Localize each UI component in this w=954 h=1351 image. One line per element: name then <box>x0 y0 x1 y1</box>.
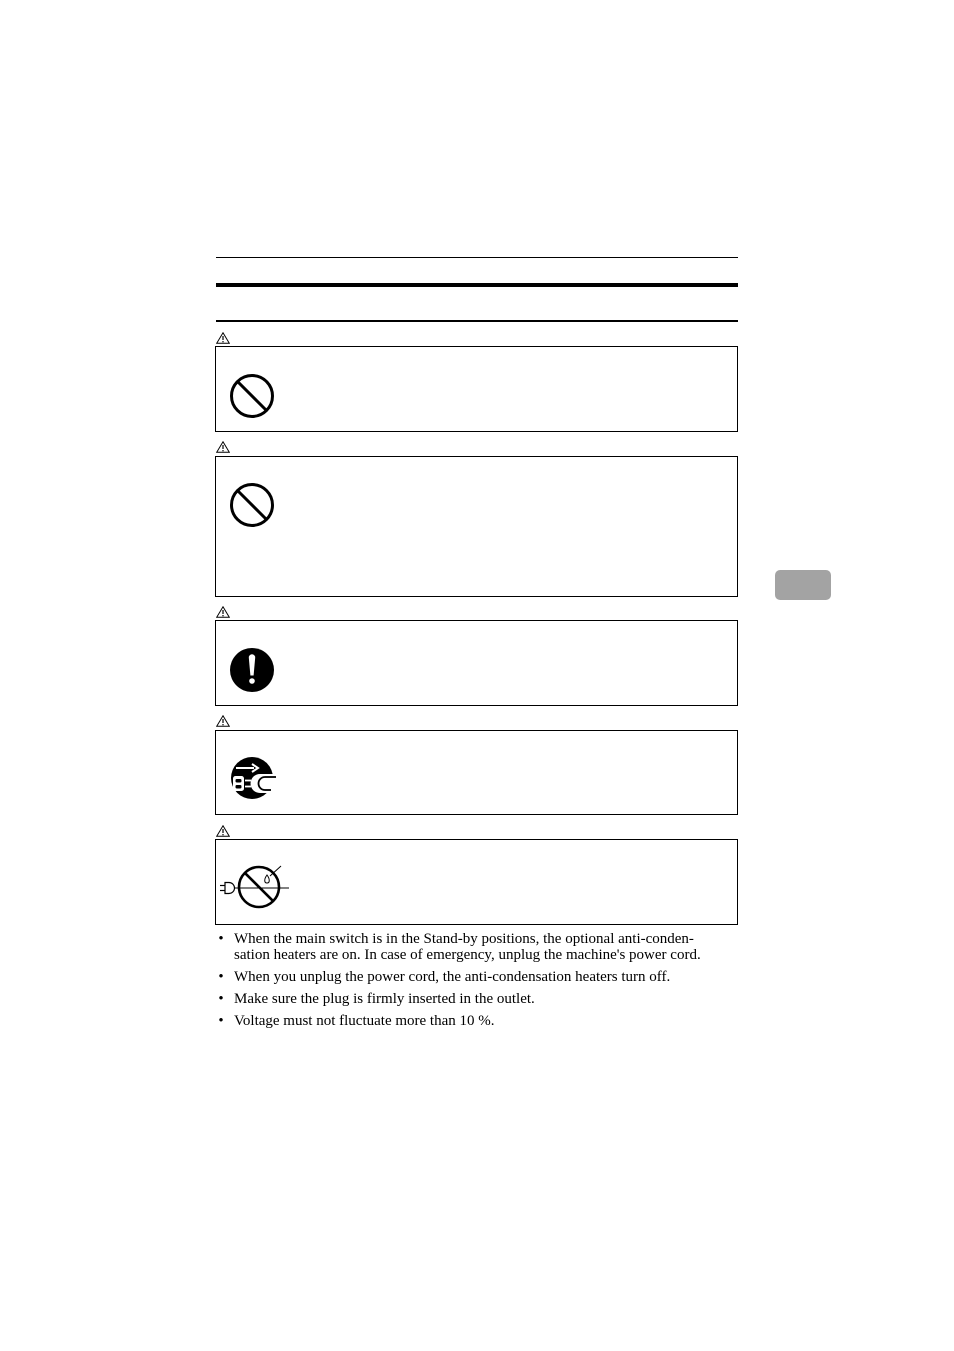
mandatory-action-icon <box>229 647 275 693</box>
note-bullet: • <box>218 931 224 947</box>
warning-box-3 <box>215 620 738 706</box>
unplug-icon <box>230 755 278 801</box>
note-line: Make sure the plug is firmly inserted in the outlet. <box>234 991 535 1007</box>
prohibited-icon <box>229 373 275 419</box>
note-bullet: • <box>218 991 224 1007</box>
no-wet-hands-plug-icon <box>219 863 291 911</box>
note-line: sation heaters are on. In case of emergency, unplug the machine's power cord. <box>234 947 701 963</box>
warning-box-4 <box>215 730 738 815</box>
header-rule-thin <box>216 257 738 258</box>
warning-box-1 <box>215 346 738 432</box>
warning-triangle-icon <box>216 332 230 344</box>
prohibited-icon <box>229 482 275 528</box>
warning-triangle-icon <box>216 715 230 727</box>
note-item <box>216 969 776 985</box>
header-rule-bottom <box>216 320 738 322</box>
warning-triangle-icon <box>216 606 230 618</box>
note-line: When the main switch is in the Stand-by positions, the optional anti-conden- <box>234 931 694 947</box>
note-bullet: • <box>218 1013 224 1029</box>
note-item <box>216 931 776 963</box>
note-bullet: • <box>218 969 224 985</box>
warning-triangle-icon <box>216 825 230 837</box>
warning-box-2 <box>215 456 738 597</box>
header-rule-thick <box>216 283 738 287</box>
warning-box-5 <box>215 839 738 925</box>
section-tab <box>775 570 831 600</box>
note-line: When you unplug the power cord, the anti-condensation heaters turn off. <box>234 969 671 985</box>
warning-triangle-icon <box>216 441 230 453</box>
note-line: Voltage must not fluctuate more than 10 %. <box>234 1013 495 1029</box>
note-item <box>216 991 776 1007</box>
note-item <box>216 1013 776 1029</box>
notes-list <box>216 931 776 1035</box>
